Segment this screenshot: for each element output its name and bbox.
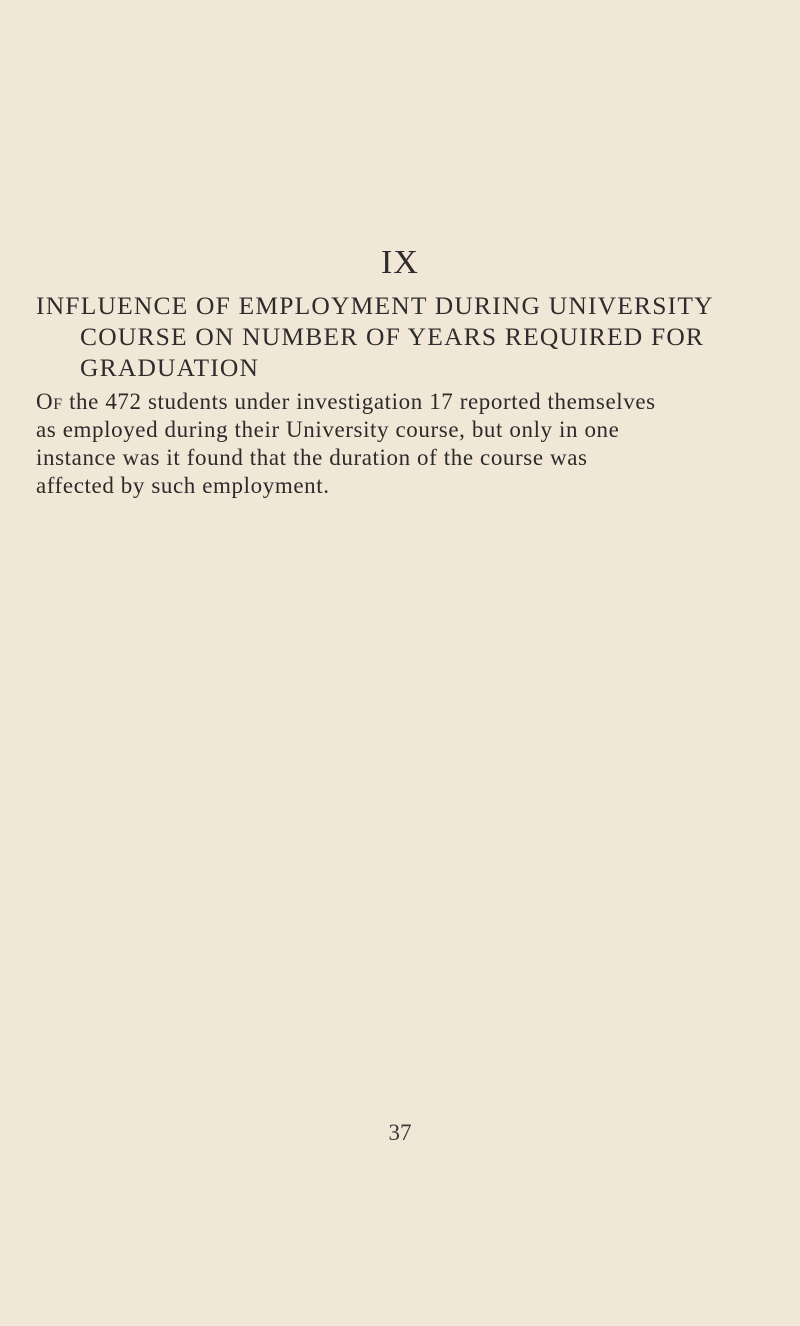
paragraph-line-4: affected by such employment.	[36, 473, 330, 498]
paragraph-lead-word: Of	[36, 389, 63, 414]
chapter-title-line-2: COURSE ON NUMBER OF YEARS REQUIRED FOR	[80, 322, 705, 351]
chapter-title	[36, 290, 766, 383]
chapter-title-line-3: GRADUATION	[80, 353, 260, 382]
body-paragraph	[36, 388, 766, 500]
paragraph-line-2: as employed during their University course, but only in one	[36, 417, 620, 442]
chapter-title-line-1: INFLUENCE OF EMPLOYMENT DURING UNIVERSITY	[36, 291, 714, 320]
paragraph-line-1-text: the 472 students under investigation 17 reported themselves	[62, 389, 656, 414]
paragraph-line-1	[36, 388, 766, 416]
paragraph-line-3: instance was it found that the duration of the course was	[36, 445, 588, 470]
page-number: 37	[388, 1120, 412, 1145]
chapter-number: IX	[381, 244, 419, 281]
